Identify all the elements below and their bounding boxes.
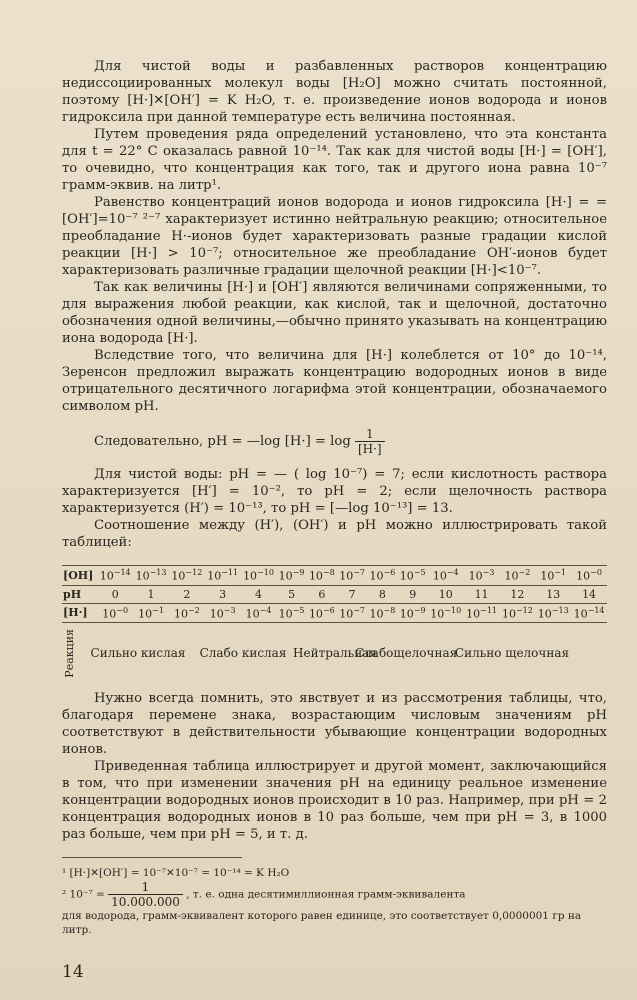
footnote-2-denominator: 10.000.000 [111,895,180,910]
ph-cell: 10 [428,585,464,603]
power-exponent: −6 [383,568,396,577]
power-base: 10 [278,569,293,583]
footnote-2-tail: , т. е. одна десятимиллионная грамм-эквивалента [186,888,466,901]
power-base: 10 [501,607,516,621]
power-exponent: −11 [480,605,498,615]
ph-row [62,585,607,603]
power-exponent: −1 [152,605,164,615]
reaction-row [62,629,607,678]
power-exponent: −2 [187,605,200,615]
power-exponent: −12 [185,568,203,577]
footnote-1: ¹ [H·]✕[OH′] = 10⁻⁷✕10⁻⁷ = 10⁻¹⁴ = K H₂O [62,867,290,880]
ph-cell: 11 [464,585,500,603]
power-base: 10 [540,569,555,583]
power-exponent: −10 [444,605,462,615]
power-exponent: −10 [257,568,274,577]
paragraph-9: Приведенная таблица иллюстрирует и другой момент, заключающийся в том, что при изменении значения pH на единицу реальное изменение концентрации водородных ионов происходит в 10 раз. Например, при pH = 2 концентрация водородных ионов в 10 раз больше, чем при pH = 3, в 1000 раз больше, чем при pH = 5, и т. д. [62,759,607,843]
paragraph-4: Так как величины [H·] и [OH′] являются величинами сопряженными, то для выражения любой реакции, как кислой, так и щелочной, достаточно обозначения одной величины,—обычно принято указывать на концентрацию иона водорода [H·]. [62,280,607,346]
power-exponent: −9 [292,568,305,577]
power-base: 10 [430,607,445,621]
power-exponent: −11 [221,568,239,577]
footnote-2-line2: для водорода, грамм-эквивалент которого равен единице, это соответствует 0,0000001 гр на литр. [62,910,582,937]
h-cell [499,603,535,623]
h-cell [428,603,464,623]
power-base: 10 [308,569,323,583]
ph-cell: 1 [133,585,169,603]
ph-cell: 7 [337,585,367,603]
h-cell [241,603,277,623]
formula-numerator: 1 [355,427,385,442]
power-base: 10 [369,607,384,621]
power-base: 10 [209,607,224,621]
oh-cell [398,566,428,586]
ph-cell: 6 [307,585,337,603]
oh-cell [276,566,306,586]
oh-cell [241,566,277,586]
reaction-strong-alkaline: Сильно щелочная [454,646,570,661]
power-base: 10 [99,569,114,583]
oh-cell [535,566,571,586]
power-base: 10 [576,569,591,583]
power-base: 10 [466,607,481,621]
formula-denominator: [H·] [357,442,382,456]
oh-cell [367,566,397,586]
oh-label: [OH] [62,566,97,586]
power-base: 10 [504,569,519,583]
h-cell [169,603,205,623]
h-label: [H·] [62,603,97,623]
power-base: 10 [339,569,354,583]
power-base: 10 [245,607,260,621]
power-base: 10 [339,607,354,621]
h-row [62,603,607,623]
power-base: 10 [432,569,447,583]
h-cell [97,603,133,623]
power-base: 10 [138,607,153,621]
power-exponent: −7 [353,605,366,615]
footnotes [62,866,607,937]
power-exponent: −14 [113,568,131,577]
power-exponent: −5 [413,568,426,577]
paragraph-6: Для чистой воды: pH = — ( log 10⁻⁷) = 7; если кислотность раствора характеризуется [H′] = 10⁻², то pH = 2; если щелочность раствора характеризуется (H′) = 10⁻¹³, то pH = [—log 10⁻¹³] = 13. [62,467,607,516]
power-exponent: −5 [292,605,305,615]
power-base: 10 [243,569,258,583]
power-base: 10 [537,607,552,621]
oh-cell [97,566,133,586]
h-cell [398,603,428,623]
oh-cell [169,566,205,586]
power-base: 10 [369,569,384,583]
ph-formula [94,427,607,456]
power-base: 10 [135,569,150,583]
footnote-divider [62,857,242,858]
paragraph-7: Соотношение между (H′), (OH′) и pH можно иллюстрировать такой таблицей: [62,518,607,550]
footnote-2-lead: ² 10⁻⁷ = [62,888,105,901]
paragraph-5: Вследствие того, что величина для [H·] колеблется от 10° до 10⁻¹⁴, Зеренсон предложил выражать концентрацию водородных ионов в виде отрицательного десятичного логарифма этой концентрации, обозначаемого символом pH. [62,348,607,414]
power-exponent: −13 [149,568,167,577]
power-base: 10 [573,607,588,621]
footnote-2-numerator: 1 [108,880,183,895]
h-cell [205,603,241,623]
h-cell [367,603,397,623]
power-exponent: −0 [590,568,602,577]
oh-cell [307,566,337,586]
oh-cell [133,566,169,586]
ph-cell: 14 [571,585,607,603]
ph-table [62,565,607,623]
power-exponent: −4 [446,568,459,577]
h-cell [571,603,607,623]
oh-cell [428,566,464,586]
power-exponent: −8 [322,568,335,577]
power-exponent: −4 [259,605,272,615]
formula-text: Следовательно, pH = —log [H·] = log [94,434,351,449]
h-cell [276,603,306,623]
oh-row [62,566,607,586]
ph-label: pH [62,585,97,603]
power-base: 10 [399,607,414,621]
oh-cell [205,566,241,586]
power-exponent: −1 [554,568,567,577]
reaction-strong-acid: Сильно кислая [90,646,186,661]
footnote-2 [62,880,607,909]
power-exponent: −0 [116,605,129,615]
ph-cell: 13 [535,585,571,603]
power-exponent: −7 [353,568,366,577]
h-cell [535,603,571,623]
power-exponent: −2 [518,568,531,577]
power-base: 10 [171,569,186,583]
paragraph-1: Для чистой воды и разбавленных растворов концентрацию недиссоциированных молекул воды [H₂O] можно считать постоянной, поэтому [H·]✕[OH′] = K H₂O, т. е. произведение ионов водорода и ионов гидроксила при данной температуре есть величина постоянная. [62,59,607,125]
power-base: 10 [102,607,117,621]
power-exponent: −8 [383,605,396,615]
oh-cell [499,566,535,586]
h-cell [133,603,169,623]
power-base: 10 [278,607,293,621]
page-number: 14 [62,962,84,982]
ph-cell: 5 [276,585,306,603]
power-base: 10 [468,569,483,583]
ph-cell: 12 [499,585,535,603]
reaction-weak-acid: Слабо кислая [199,646,287,661]
ph-cell: 0 [97,585,133,603]
power-exponent: −3 [482,568,495,577]
reaction-label: Реакция [63,629,76,679]
oh-cell [337,566,367,586]
footnote-2-fraction [108,880,183,909]
power-base: 10 [399,569,414,583]
power-exponent: −13 [551,605,569,615]
power-base: 10 [308,607,323,621]
power-exponent: −3 [223,605,236,615]
reaction-weak-alkaline: Слабощелочная [355,646,458,661]
power-exponent: −9 [413,605,426,615]
reaction-neutral: Нейтральная [293,646,377,661]
ph-cell: 3 [205,585,241,603]
formula-fraction [355,427,385,456]
paragraph-2: Путем проведения ряда определений установлено, что эта константа для t = 22° C оказалась равной 10⁻¹⁴. Так как для чистой воды [H·] = [OH′], то очевидно, что концентрация как того, так и другого иона равна 10⁻⁷ грамм-эквив. на литр¹. [62,127,607,193]
power-exponent: −14 [587,605,605,615]
h-cell [337,603,367,623]
paragraph-8: Нужно всегда помнить, это явствует и из рассмотрения таблицы, что, благодаря перемене знака, возрастающим числовым значениям pH соответствуют в действительности убывающие концентрации водородных ионов. [62,691,607,758]
power-exponent: −6 [322,605,335,615]
ph-cell: 4 [241,585,277,603]
h-cell [464,603,500,623]
ph-cell: 2 [169,585,205,603]
oh-cell [571,566,607,586]
h-cell [307,603,337,623]
ph-cell: 9 [398,585,428,603]
power-base: 10 [207,569,222,583]
paragraph-3: Равенство концентраций ионов водорода и ионов гидроксила [H·] = = [OH′]=10⁻⁷ ²⁻⁷ характеризует истинно нейтральную реакцию; относительное преобладание H·-ионов будет характеризовать разные градации кислой реакции [H·] > 10⁻⁷; относительное же преобладание OH′-ионов будет характеризовать различные градации щелочной реакции [H·]<10⁻⁷. [62,195,607,278]
oh-cell [464,566,500,586]
power-exponent: −12 [515,605,533,615]
ph-cell: 8 [367,585,397,603]
power-base: 10 [173,607,188,621]
